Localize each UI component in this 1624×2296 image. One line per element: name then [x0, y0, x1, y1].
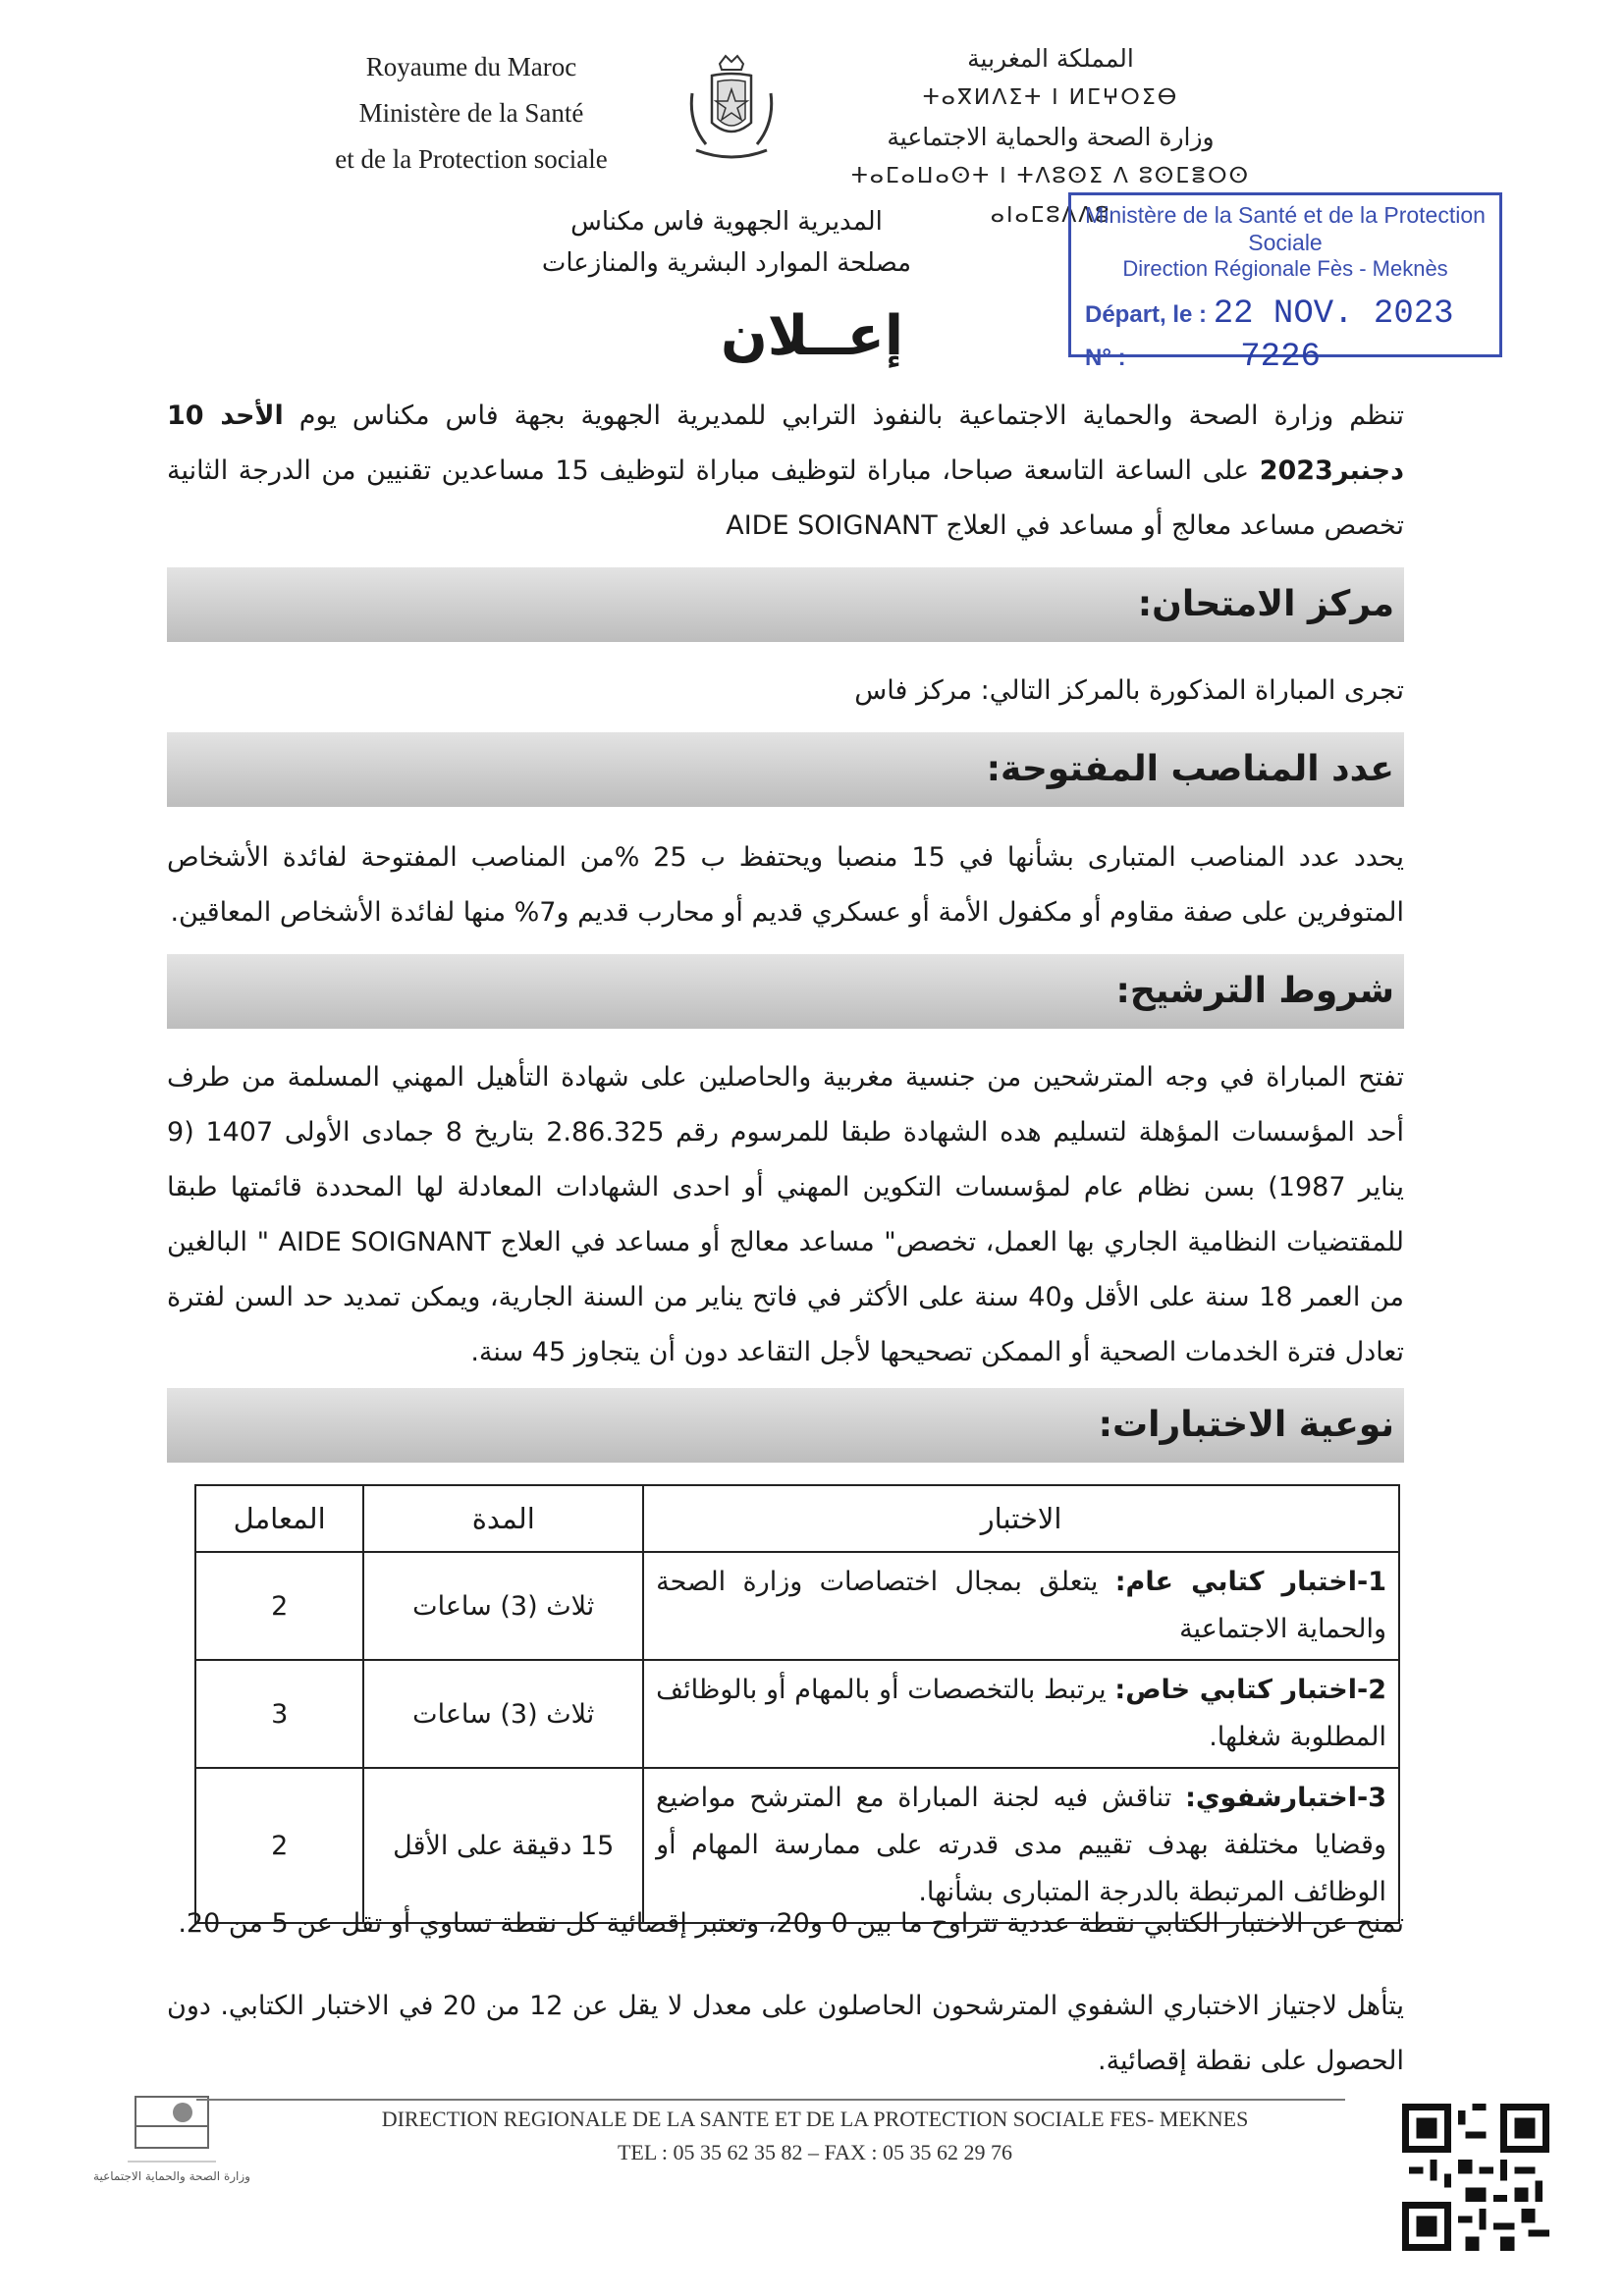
fr-line-1: Royaume du Maroc: [365, 52, 577, 81]
fr-line-3: et de la Protection sociale: [335, 144, 608, 174]
stamp-line-2: Direction Régionale Fès - Meknès: [1122, 256, 1448, 281]
intro-text-a: تنظم وزارة الصحة والحماية الاجتماعية بالنفوذ الترابي للمديرية الجهوية بجهة فاس مكناس يوم: [283, 400, 1404, 431]
header-duration: المدة: [363, 1485, 643, 1552]
table-row: [195, 1552, 1399, 1660]
table-row: [195, 1660, 1399, 1768]
stamp-number-value: 7226: [1240, 339, 1321, 376]
footer-line-1: DIRECTION REGIONALE DE LA SANTE ET DE LA PROTECTION SOCIALE FES- MEKNES: [381, 2107, 1249, 2131]
ministry-logo-icon: [108, 2091, 236, 2238]
section-header-conditions: شروط الترشيح:: [167, 954, 1404, 1029]
intro-paragraph: [167, 389, 1404, 554]
ar-line-4: ⵜⴰⵎⴰⵡⴰⵙⵜ ⵏ ⵜⴷⵓⵙⵉ ⴷ ⵓⵙⵎⴻⵔⵙ ⴰⵏⴰⵎⵓⴷⴷⵓ: [850, 164, 1251, 228]
coef-cell: 2: [195, 1768, 363, 1923]
test-name: 1-اختبار كتابي عام:: [1114, 1567, 1386, 1597]
test-desc: تناقش فيه لجنة المباراة مع المترشح مواضيع وقضايا مختلفة بهدف تقييم مدى قدرته على ممارسة المهام أو الوظائف المرتبطة بالدرجة المتبارى بشأنها.: [656, 1783, 1386, 1907]
grading-note: تمنح عن الاختبار الكتابي نقطة عددية تتراوح ما بين 0 و20، وتعتبر إقصائية كل نقطة تساوي أو تقل عن 5 من 20.: [178, 1908, 1404, 1939]
section-header-tests: نوعية الاختبارات:: [167, 1388, 1404, 1463]
coef-cell: 3: [195, 1660, 363, 1768]
intro-text-b: على الساعة التاسعة صباحا، مباراة لتوظيف مباراة لتوظيف 15 مساعدين تقنيين من الدرجة الثانية تخصص مساعد معالج أو مساعد في العلاج AIDE SOIGNANT: [167, 455, 1404, 541]
section-header-center: مركز الامتحان:: [167, 567, 1404, 642]
header-test: الاختبار: [643, 1485, 1399, 1552]
qr-code-icon: [1402, 2104, 1549, 2251]
table-header-row: [195, 1485, 1399, 1552]
ar-line-2: ⵜⴰⴳⵍⴷⵉⵜ ⵏ ⵍⵎⵖⵔⵉⴱ: [922, 85, 1179, 110]
oral-note: يتأهل لاجتياز الاختباري الشفوي المترشحون الحاصلون على معدل لا يقل عن 12 من 20 في الاختبار الكتابي. دون الحصول على نقطة إقصائية.: [167, 1991, 1405, 2076]
test-name: 2-اختبار كتابي خاص:: [1114, 1675, 1386, 1705]
tests-table: [194, 1484, 1400, 1924]
stamp-depart-label: Départ, le :: [1085, 301, 1208, 328]
duration-cell: ثلاث (3) ساعات: [363, 1660, 643, 1768]
header-coef: المعامل: [195, 1485, 363, 1552]
page-title: إعــلان: [720, 304, 904, 368]
stamp-depart-value: 22 NOV. 2023: [1213, 295, 1454, 333]
conditions-text: تفتح المباراة في وجه المترشحين من جنسية مغربية والحاصلين على شهادة التأهيل المهني المسلمة من طرف أحد المؤسسات المؤهلة لتسليم هده الشهادة طبقا للمرسوم رقم 2.86.325 بتاريخ 8 جمادى الأولى 1407 (9 يناير 1987) بسن نظام عام لمؤسسات التكوين المهني أو احدى الشهادات المعادلة لها المحددة قائمتها طبقا للمقتضيات النظامية الجاري بها العمل، تخصص" مساعد معالج أو مساعد في العلاج AIDE SOIGNANT " البالغين من العمر 18 سنة على الأقل و40 سنة على الأكثر في فاتح يناير من السنة الجارية، ويمكن تمديد حد السن لفترة تعادل فترة الخدمات الصحية أو الممكن تصحيحها لأجل التقاعد دون أن يتجاوز 45 سنة.: [167, 1062, 1405, 1367]
logo-caption: وزارة الصحة والحماية الاجتماعية: [93, 2169, 250, 2183]
ar-line-3: وزارة الصحة والحماية الاجتماعية: [887, 123, 1215, 151]
test-name: 3-اختبارشفوي:: [1185, 1783, 1386, 1813]
center-text: تجرى المباراة المذكورة بالمركز التالي: مركز فاس: [854, 675, 1404, 706]
test-cell: [643, 1660, 1399, 1768]
section-header-posts: عدد المناصب المفتوحة:: [167, 732, 1404, 807]
duration-cell: 15 دقيقة على الأقل: [363, 1768, 643, 1923]
test-desc: يتعلق بمجال اختصاصات وزارة الصحة والحماية الاجتماعية: [656, 1567, 1386, 1644]
ar-line-1: المملكة المغربية: [967, 44, 1134, 73]
footer-line-2: TEL : 05 35 62 35 82 – FAX : 05 35 62 29 76: [617, 2140, 1013, 2164]
coef-cell: 2: [195, 1552, 363, 1660]
test-cell: [643, 1552, 1399, 1660]
intro-date: الأحد 10 دجنبر2023: [167, 400, 1404, 486]
royal-emblem-icon: [682, 54, 781, 172]
stamp-number-label: N° :: [1085, 345, 1126, 371]
directorate: [471, 201, 982, 284]
stamp-line-1: Ministère de la Santé et de la Protection Sociale: [1085, 202, 1486, 255]
posts-text: يحدد عدد المناصب المتبارى بشأنها في 15 منصبا ويحتفظ ب 25 %من المناصب المفتوحة لفائدة الأشخاص المتوفرين على صفة مقاوم أو مكفول الأمة أو عسكري قديم أو محارب قديم و7% منها لفائدة الأشخاص المعاقين.: [167, 842, 1405, 928]
fr-line-2: Ministère de la Santé: [358, 98, 584, 128]
directorate-line-1: المديرية الجهوية فاس مكناس: [570, 207, 883, 237]
duration-cell: ثلاث (3) ساعات: [363, 1552, 643, 1660]
header-french: [309, 44, 633, 183]
directorate-line-2: مصلحة الموارد البشرية والمنازعات: [541, 248, 912, 278]
test-desc: يرتبط بالتخصصات أو بالمهام أو بالوظائف المطلوبة شغلها.: [656, 1675, 1386, 1752]
footer-divider: [196, 2099, 1345, 2101]
